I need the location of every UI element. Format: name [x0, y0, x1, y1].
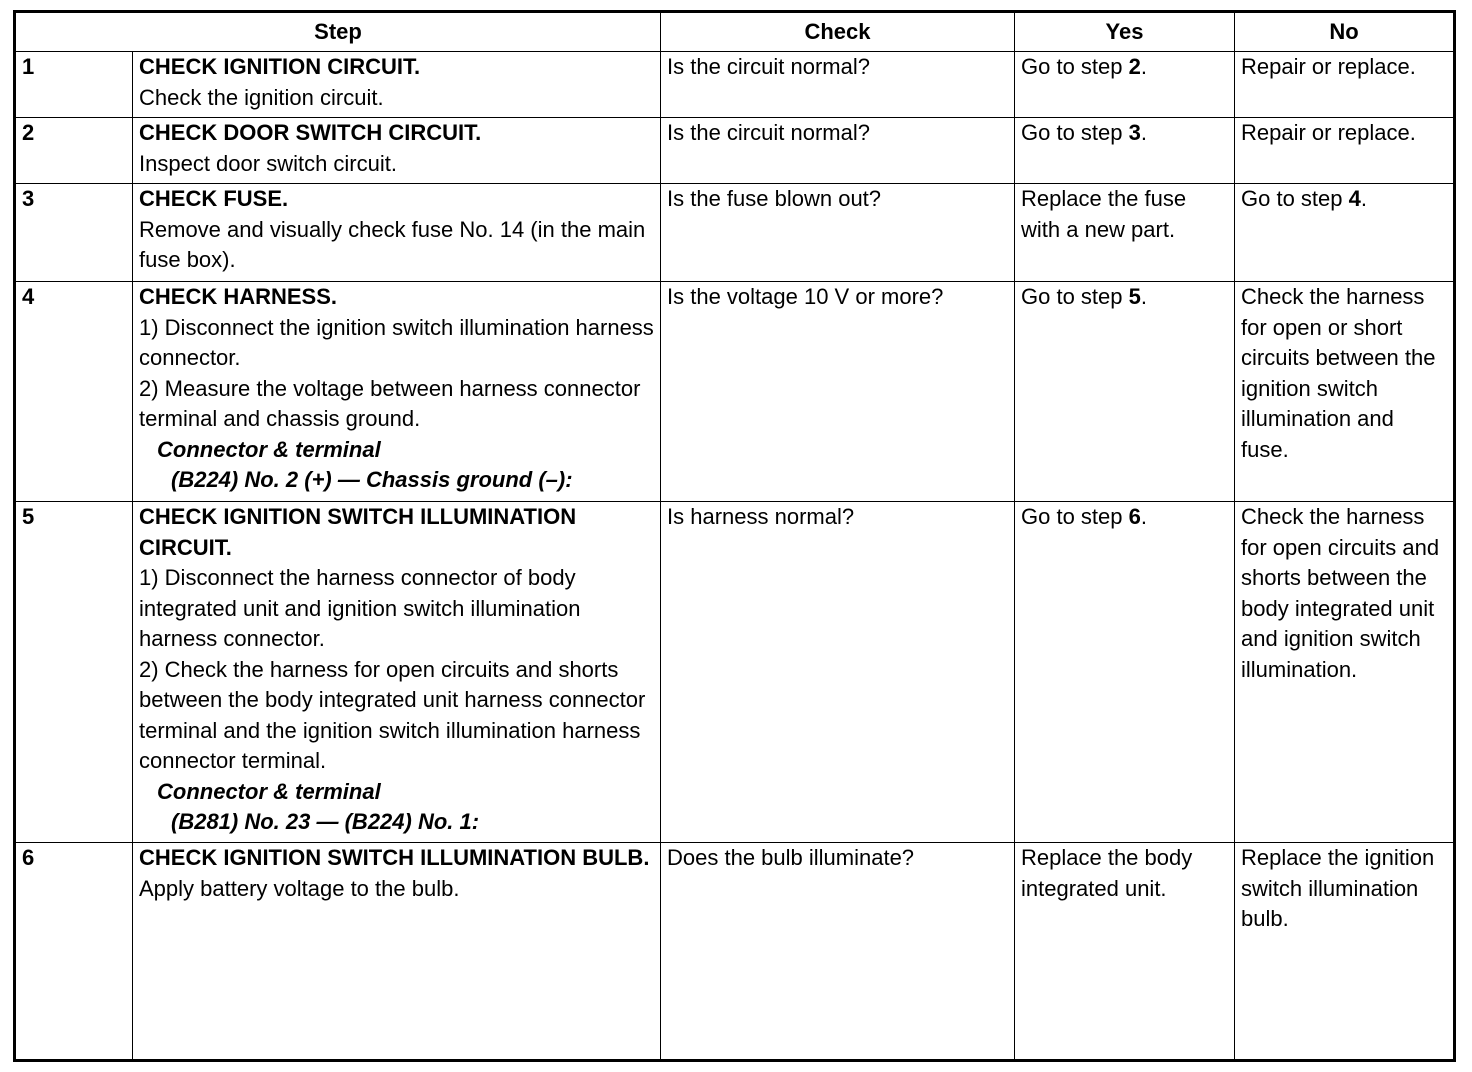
header-no: No	[1235, 12, 1455, 52]
step-instruction: 1) Disconnect the ignition switch illumination harness connector.	[139, 314, 654, 370]
check-question: Is harness normal?	[661, 502, 1015, 843]
step-title: CHECK DOOR SWITCH CIRCUIT.	[139, 120, 482, 145]
step-number: 1	[15, 52, 133, 118]
yes-text: Go to step	[1021, 120, 1129, 145]
no-action: Check the harness for open or short circuits between the ignition switch illumination and fuse.	[1235, 282, 1455, 502]
yes-action	[1015, 118, 1235, 184]
step-number: 5	[15, 502, 133, 843]
yes-text: Go to step	[1021, 54, 1129, 79]
step-instruction: 1) Disconnect the harness connector of body integrated unit and ignition switch illumination harness connector.	[139, 565, 581, 651]
connector-terminal: (B281) No. 23 — (B224) No. 1:	[171, 809, 480, 834]
check-question: Does the bulb illuminate?	[661, 843, 1015, 1061]
step-title: CHECK IGNITION SWITCH ILLUMINATION BULB.	[139, 845, 650, 870]
table-row	[15, 282, 1455, 502]
yes-step-ref: 2	[1128, 54, 1141, 79]
yes-action: Replace the fuse with a new part.	[1015, 184, 1235, 282]
header-row	[15, 12, 1455, 52]
step-description	[133, 118, 661, 184]
yes-step-ref: 6	[1128, 504, 1141, 529]
check-question: Is the circuit normal?	[661, 52, 1015, 118]
yes-step-ref: 3	[1128, 120, 1141, 145]
table-row	[15, 843, 1455, 1061]
yes-suffix: .	[1140, 504, 1147, 529]
step-description	[133, 502, 661, 843]
table-row	[15, 118, 1455, 184]
yes-text: Go to step	[1021, 504, 1129, 529]
step-instruction: Apply battery voltage to the bulb.	[139, 875, 460, 901]
header-check: Check	[661, 12, 1015, 52]
step-number: 4	[15, 282, 133, 502]
connector-label: Connector & terminal	[157, 778, 381, 804]
step-description	[133, 282, 661, 502]
no-step-ref: 4	[1348, 186, 1361, 211]
step-title: CHECK FUSE.	[139, 186, 289, 211]
step-instruction: Check the ignition circuit.	[139, 84, 384, 110]
step-number: 2	[15, 118, 133, 184]
yes-action: Replace the body integrated unit.	[1015, 843, 1235, 1061]
check-question: Is the circuit normal?	[661, 118, 1015, 184]
no-action: Repair or replace.	[1235, 52, 1455, 118]
step-number: 6	[15, 843, 133, 1061]
check-question: Is the voltage 10 V or more?	[661, 282, 1015, 502]
no-action: Repair or replace.	[1235, 118, 1455, 184]
step-title: CHECK IGNITION CIRCUIT.	[139, 54, 421, 79]
yes-text: Go to step	[1021, 284, 1129, 309]
yes-suffix: .	[1140, 120, 1147, 145]
table-row	[15, 184, 1455, 282]
yes-suffix: .	[1140, 284, 1147, 309]
no-text: Go to step	[1241, 186, 1349, 211]
step-number: 3	[15, 184, 133, 282]
yes-action	[1015, 52, 1235, 118]
no-suffix: .	[1360, 186, 1367, 211]
yes-action	[1015, 502, 1235, 843]
no-action	[1235, 184, 1455, 282]
yes-step-ref: 5	[1128, 284, 1141, 309]
step-description	[133, 52, 661, 118]
yes-action	[1015, 282, 1235, 502]
step-instruction: Remove and visually check fuse No. 14 (in the main fuse box).	[139, 216, 646, 272]
step-instruction: 2) Check the harness for open circuits and shorts between the body integrated unit harness connector terminal and the ignition switch illumination harness connector terminal.	[139, 656, 646, 773]
step-title: CHECK HARNESS.	[139, 284, 338, 309]
step-title: CHECK IGNITION SWITCH ILLUMINATION CIRCUIT.	[139, 504, 577, 560]
step-instruction: Inspect door switch circuit.	[139, 150, 397, 176]
header-step: Step	[15, 12, 661, 52]
table-row	[15, 502, 1455, 843]
header-yes: Yes	[1015, 12, 1235, 52]
diagnostic-table	[13, 10, 1456, 1062]
connector-terminal: (B224) No. 2 (+) — Chassis ground (–):	[171, 467, 573, 492]
step-description	[133, 843, 661, 1061]
no-action: Check the harness for open circuits and shorts between the body integrated unit and ignition switch illumination.	[1235, 502, 1455, 843]
step-instruction: 2) Measure the voltage between harness connector terminal and chassis ground.	[139, 375, 641, 431]
check-question: Is the fuse blown out?	[661, 184, 1015, 282]
step-description	[133, 184, 661, 282]
connector-label: Connector & terminal	[157, 436, 381, 462]
table-row	[15, 52, 1455, 118]
yes-suffix: .	[1140, 54, 1147, 79]
no-action: Replace the ignition switch illumination bulb.	[1235, 843, 1455, 1061]
